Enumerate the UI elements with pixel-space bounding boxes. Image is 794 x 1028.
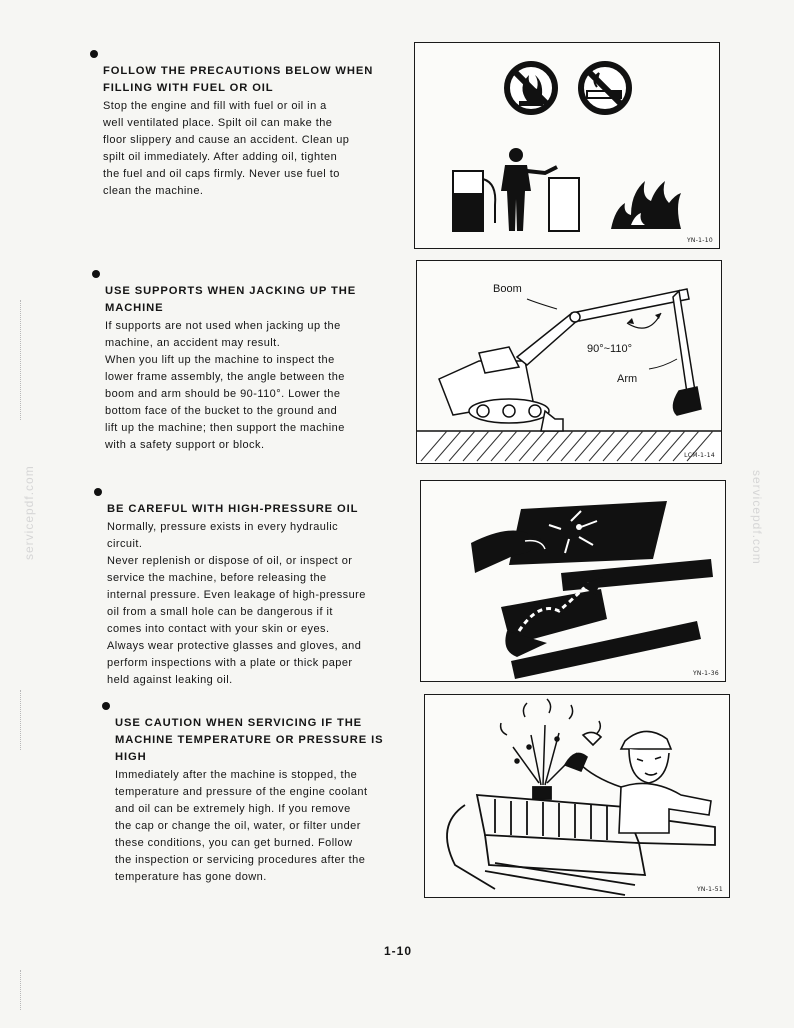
no-fire-icon bbox=[507, 64, 555, 112]
label-boom: Boom bbox=[493, 283, 522, 295]
person-refueling-icon bbox=[501, 148, 579, 231]
figure-hot-radiator bbox=[424, 694, 730, 898]
watermark-left: servicepdf.com bbox=[22, 465, 36, 560]
hand-with-plate-icon bbox=[471, 501, 667, 573]
page-number: 1-10 bbox=[384, 944, 413, 958]
section-body: If supports are not used when jacking up the machine, an accident may result. When you lift up the machine to inspect the lower frame assembly, the angle between the boom and arm should be 90-110°. Lower the bottom face of the bucket to the ground and lift up the machine; then support the machine with a safety support or block. bbox=[105, 320, 345, 451]
watermark-right: servicepdf.com bbox=[750, 470, 764, 565]
left-edge-dots bbox=[20, 970, 22, 1010]
ground-hatch bbox=[417, 431, 722, 464]
figure-code: YN-1-51 bbox=[696, 886, 723, 893]
figure-code: YN-1-36 bbox=[692, 670, 719, 677]
figure-fuel-oil bbox=[414, 42, 720, 249]
label-arm: Arm bbox=[617, 373, 638, 385]
bullet-icon bbox=[102, 702, 110, 710]
left-edge-dots bbox=[20, 690, 22, 750]
no-smoking-icon bbox=[581, 64, 629, 112]
label-angle: 90°~110° bbox=[587, 343, 632, 355]
figure-excavator bbox=[416, 260, 722, 464]
section-heading: USE SUPPORTS WHEN JACKING UP THE MACHINE bbox=[92, 266, 402, 317]
section-heading: USE CAUTION WHEN SERVICING IF THE MACHINE TEMPERATURE OR PRESSURE IS HIGH bbox=[102, 698, 408, 766]
figure-code: YN-1-10 bbox=[686, 237, 713, 244]
figure-high-pressure bbox=[420, 480, 726, 682]
section-fuel-oil bbox=[90, 46, 400, 200]
fire-icon bbox=[611, 181, 681, 229]
section-body: Stop the engine and fill with fuel or oil in a well ventilated place. Spilt oil can make the floor slippery and cause an accident. Clean up spilt oil immediately. After adding oil, tighten the fuel and oil caps firmly. Never use fuel to clean the machine. bbox=[103, 100, 350, 197]
hand-leak-icon bbox=[501, 577, 701, 679]
worker-icon bbox=[565, 731, 711, 833]
section-servicing-temperature bbox=[102, 698, 408, 886]
section-jacking bbox=[92, 266, 402, 454]
figure-code: LCM-1-14 bbox=[684, 452, 715, 459]
section-body: Immediately after the machine is stopped, the temperature and pressure of the engine coolant and oil can be extremely high. If you remove the cap or change the oil, water, or filter under these conditions, you can get burned. Follow the inspection or servicing procedures after the temperature has gone down. bbox=[115, 769, 368, 883]
section-heading: BE CAREFUL WITH HIGH-PRESSURE OIL bbox=[94, 484, 404, 518]
excavator-icon bbox=[439, 289, 701, 431]
bullet-icon bbox=[90, 50, 98, 58]
bullet-icon bbox=[94, 488, 102, 496]
section-high-pressure bbox=[94, 484, 404, 689]
steam-spray-icon bbox=[501, 699, 601, 785]
section-heading: FOLLOW THE PRECAUTIONS BELOW WHEN FILLING WITH FUEL OR OIL bbox=[90, 46, 400, 97]
section-body: Normally, pressure exists in every hydraulic circuit. Never replenish or dispose of oil, or inspect or service the machine, before releasing the internal pressure. Even leakage of high-pressure oil from a small hole can be dangerous if it comes into contact with your skin or eyes. Always wear protective glasses and gloves, and perform inspections with a plate or thick paper held against leaking oil. bbox=[107, 521, 366, 686]
bullet-icon bbox=[92, 270, 100, 278]
left-edge-dots bbox=[20, 300, 22, 420]
fuel-pump-icon bbox=[453, 171, 495, 231]
